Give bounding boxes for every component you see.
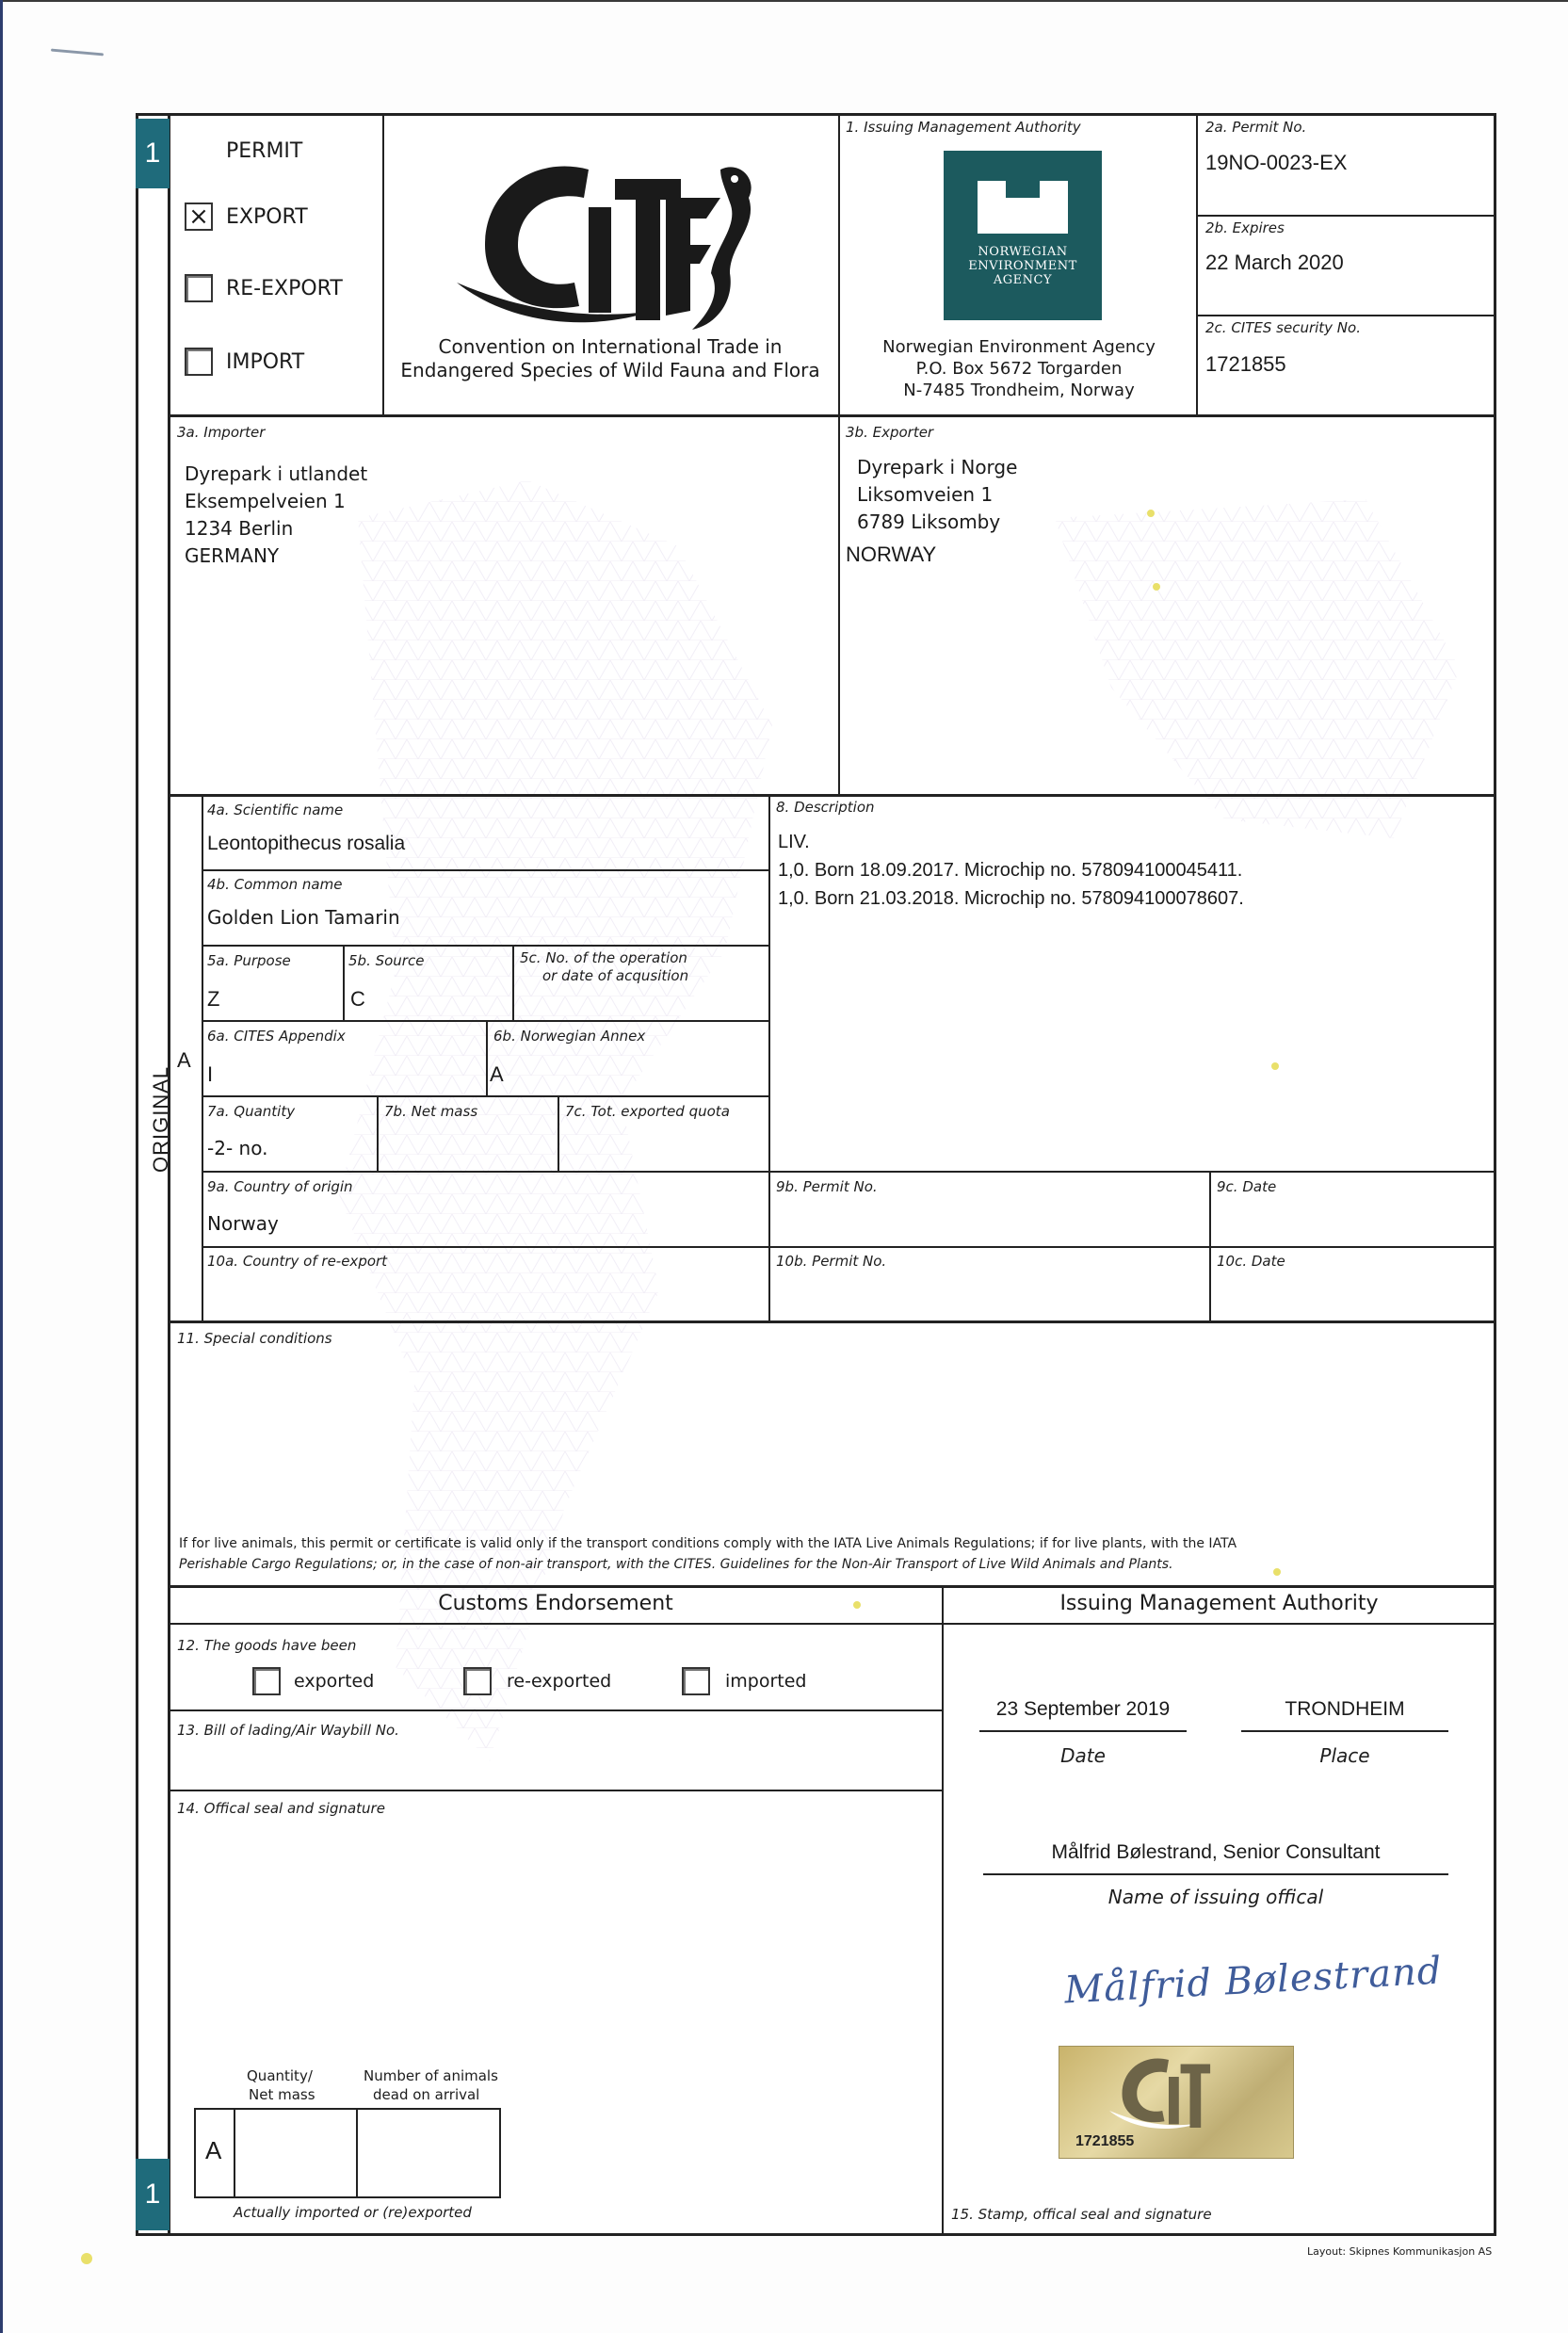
- common-name-value: Golden Lion Tamarin: [207, 906, 400, 929]
- agency-logo-line-3: AGENCY: [993, 273, 1053, 287]
- common-name-label: 4b. Common name: [207, 876, 343, 893]
- permit-title: PERMIT: [226, 139, 303, 163]
- appendix-label: 6a. CITES Appendix: [207, 1028, 346, 1045]
- importer-label: 3a. Importer: [177, 424, 266, 441]
- qty-header-2: Net mass: [249, 2086, 315, 2103]
- issue-place-label: Place: [1319, 1744, 1370, 1767]
- line-after-4a: [202, 869, 768, 871]
- permit-9b-label: 9b. Permit No.: [776, 1178, 878, 1195]
- exporter-label: 3b. Exporter: [846, 424, 934, 441]
- qty-header-1: Quantity/: [247, 2067, 313, 2084]
- issue-date-label: Date: [1060, 1744, 1106, 1767]
- side-number-bottom: 1: [136, 2159, 170, 2230]
- original-label: ORIGINAL: [149, 1065, 172, 1173]
- agency-logo-mark-icon: [978, 181, 1068, 234]
- side-line: [168, 113, 170, 2236]
- appendix-value: I: [207, 1062, 214, 1086]
- parties-divider: [838, 416, 840, 795]
- divider-7a-7b: [377, 1095, 379, 1171]
- waybill-label: 13. Bill of lading/Air Waybill No.: [177, 1722, 399, 1739]
- watermark-map: [283, 443, 1507, 1950]
- norwegian-environment-agency-logo: [944, 151, 1102, 320]
- quota-label: 7c. Tot. exported quota: [565, 1103, 730, 1120]
- source-label: 5b. Source: [348, 952, 425, 969]
- speckle: [1153, 583, 1160, 591]
- issue-date-line: [979, 1730, 1187, 1732]
- divider-5b-5c: [512, 945, 514, 1020]
- issue-date-value: 23 September 2019: [995, 1698, 1171, 1720]
- official-name-line: [983, 1873, 1448, 1875]
- customs-issuing-divider: [942, 1587, 944, 2236]
- annex-value: A: [490, 1062, 504, 1086]
- header-hline-1: [1196, 215, 1496, 217]
- header-bottom-line: [170, 414, 1496, 417]
- export-checkbox[interactable]: ×: [185, 203, 213, 231]
- scientific-name-value: Leontopithecus rosalia: [207, 833, 406, 854]
- special-conditions-label: 11. Special conditions: [177, 1330, 332, 1347]
- goods-label: 12. The goods have been: [177, 1637, 357, 1654]
- security-no-label: 2c. CITES security No.: [1205, 319, 1361, 336]
- purpose-value: Z: [207, 987, 220, 1011]
- quantity-label: 7a. Quantity: [207, 1103, 296, 1120]
- footer-credit: Layout: Skipnes Kommunikasjon AS: [1307, 2245, 1493, 2258]
- dead-header-2: dead on arrival: [373, 2086, 480, 2103]
- stamp-number: 1721855: [1075, 2133, 1135, 2149]
- line-after-13: [170, 1790, 942, 1791]
- official-name-value: Målfrid Bølestrand, Senior Consultant: [1051, 1841, 1381, 1863]
- customs-title: Customs Endorsement: [438, 1592, 673, 1615]
- security-no-value: 1721855: [1205, 352, 1286, 376]
- operation-label-2: or date of acqusition: [542, 967, 689, 984]
- net-mass-label: 7b. Net mass: [384, 1103, 478, 1120]
- page-left-edge: [0, 0, 3, 2333]
- page-top-edge: [0, 0, 1568, 2]
- specimen-description-divider: [768, 796, 770, 1321]
- line-after-6: [202, 1095, 768, 1097]
- source-value: C: [350, 987, 365, 1011]
- endorsement-title-line: [170, 1623, 1496, 1625]
- divider-6a-6b: [486, 1020, 488, 1095]
- issuing-title: Issuing Management Authority: [1059, 1592, 1379, 1615]
- special-note-line-1: If for live animals, this permit or certificate is valid only if the transport conditions comply with the IATA Live Animals Regulations; if for live plants, with the IATA: [179, 1536, 1237, 1551]
- authority-label: 1. Issuing Management Authority: [846, 119, 1081, 136]
- authority-address-3: N-7485 Trondheim, Norway: [903, 381, 1135, 400]
- importer-line-2: Eksempelveien 1: [185, 490, 346, 512]
- cites-logo-icon: [447, 151, 768, 339]
- purpose-label: 5a. Purpose: [207, 952, 291, 969]
- header-hline-2: [1196, 315, 1496, 316]
- divider-7b-7c: [558, 1095, 559, 1171]
- arrival-row-letter: A: [205, 2136, 222, 2164]
- special-note-line-2: Perishable Cargo Regulations; or, in the case of non-air transport, with the CITES. Guidelines for the Non-Air Transport of Live Wild Animals and Plants.: [179, 1557, 1173, 1572]
- official-name-label: Name of issuing offical: [1107, 1886, 1324, 1908]
- date-10c-label: 10c. Date: [1217, 1253, 1285, 1270]
- authority-address-1: Norwegian Environment Agency: [882, 337, 1156, 357]
- importer-line-3: 1234 Berlin: [185, 517, 294, 540]
- header-divider-1: [382, 113, 384, 416]
- import-label: IMPORT: [226, 350, 305, 374]
- exporter-line-2: Liksomveien 1: [857, 483, 994, 506]
- description-line-3: 1,0. Born 21.03.2018. Microchip no. 578094100078607.: [778, 888, 1244, 909]
- importer-line-4: GERMANY: [185, 544, 280, 567]
- expires-value: 22 March 2020: [1205, 251, 1344, 274]
- annex-label: 6b. Norwegian Annex: [493, 1028, 646, 1045]
- operation-label-1: 5c. No. of the operation: [520, 949, 687, 966]
- header-divider-3: [1196, 113, 1198, 416]
- permit-no-value: 19NO-0023-EX: [1205, 151, 1348, 174]
- side-number-top: 1: [136, 119, 170, 188]
- authority-address-2: P.O. Box 5672 Torgarden: [915, 359, 1123, 379]
- parties-bottom-line: [170, 794, 1496, 797]
- seal-label: 14. Offical seal and signature: [177, 1800, 385, 1817]
- speckle: [1147, 510, 1155, 517]
- specimen-letter-divider: [202, 796, 203, 1321]
- arrival-footer: Actually imported or (re)exported: [234, 2204, 472, 2221]
- divider-5a-5b: [343, 945, 345, 1020]
- line-after-5: [202, 1020, 768, 1022]
- re-export-checkbox[interactable]: [185, 274, 213, 302]
- arrival-table: [194, 2108, 501, 2198]
- header-divider-2: [838, 113, 840, 416]
- re-exported-checkbox[interactable]: [463, 1667, 492, 1695]
- origin-label: 9a. Country of origin: [207, 1178, 353, 1195]
- import-checkbox[interactable]: [185, 348, 213, 376]
- scientific-name-label: 4a. Scientific name: [207, 802, 344, 818]
- speckle: [1271, 1062, 1279, 1070]
- line-after-9: [202, 1246, 1496, 1248]
- arrival-table-divider-2: [356, 2108, 358, 2198]
- re-exported-label: re-exported: [507, 1671, 612, 1692]
- imported-label: imported: [725, 1671, 807, 1692]
- exporter-line-3: 6789 Liksomby: [857, 510, 1001, 533]
- agency-logo-line-1: NORWEGIAN: [978, 245, 1068, 259]
- stamp-label: 15. Stamp, offical seal and signature: [951, 2206, 1212, 2223]
- permit-no-label: 2a. Permit No.: [1205, 119, 1307, 136]
- specimen-row-letter: A: [177, 1048, 191, 1072]
- special-bottom-line: [170, 1585, 1496, 1588]
- date-9c-label: 9c. Date: [1217, 1178, 1277, 1195]
- imported-checkbox[interactable]: [682, 1667, 710, 1695]
- description-line-2: 1,0. Born 18.09.2017. Microchip no. 578094100045411.: [778, 860, 1243, 881]
- importer-line-1: Dyrepark i utlandet: [185, 462, 368, 485]
- exporter-country: NORWAY: [846, 543, 937, 566]
- export-label: EXPORT: [226, 205, 308, 229]
- line-after-4b: [202, 945, 768, 947]
- quantity-value: -2- no.: [207, 1137, 268, 1159]
- permit-10b-label: 10b. Permit No.: [776, 1253, 887, 1270]
- dead-header-1: Number of animals: [364, 2067, 498, 2084]
- reexport-country-label: 10a. Country of re-export: [207, 1253, 388, 1270]
- speckle: [1273, 1568, 1281, 1576]
- description-line-1: LIV.: [778, 832, 810, 852]
- line-after-12: [170, 1709, 942, 1711]
- agency-logo-line-2: ENVIRONMENT: [968, 259, 1077, 273]
- line-after-7: [202, 1171, 1496, 1173]
- issue-place-line: [1241, 1730, 1448, 1732]
- exported-label: exported: [294, 1671, 375, 1692]
- exporter-line-1: Dyrepark i Norge: [857, 456, 1018, 478]
- divider-9b-9c: [1209, 1171, 1211, 1321]
- expires-label: 2b. Expires: [1205, 219, 1285, 236]
- speckle: [853, 1601, 861, 1609]
- re-export-label: RE-EXPORT: [226, 277, 343, 300]
- origin-value: Norway: [207, 1212, 279, 1235]
- convention-line-2: Endangered Species of Wild Fauna and Flora: [400, 359, 820, 381]
- arrival-table-divider-1: [234, 2108, 235, 2198]
- convention-line-1: Convention on International Trade in: [438, 335, 783, 358]
- issue-place-value: TRONDHEIM: [1285, 1698, 1405, 1720]
- pen-mark: [51, 49, 104, 57]
- description-label: 8. Description: [776, 799, 875, 816]
- exported-checkbox[interactable]: [252, 1667, 281, 1695]
- official-signature: Målfrid Bølestrand: [1063, 1949, 1444, 2013]
- speckle: [81, 2253, 92, 2264]
- specimen-bottom-line: [170, 1320, 1496, 1323]
- stamp-cites-logo-icon: [1064, 2051, 1290, 2136]
